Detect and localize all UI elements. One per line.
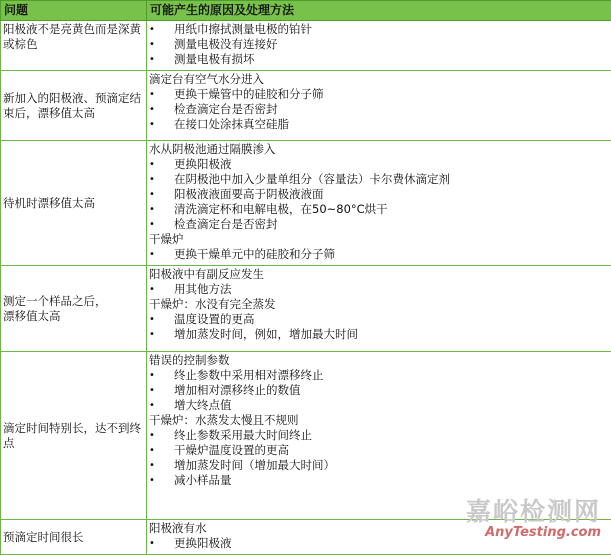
problem-text: 滴定时间特别长，达不到终 bbox=[3, 421, 144, 436]
problem-cell bbox=[1, 141, 147, 266]
watermark-en: AnyTesting.com bbox=[466, 526, 601, 540]
table-row bbox=[1, 21, 611, 71]
cause-text: 阳极液中有副反应发生 bbox=[149, 267, 609, 282]
solution-bullet-item: • 在接口处涂抹真空硅脂 bbox=[149, 117, 609, 132]
table-row bbox=[1, 141, 611, 266]
solution-bullet-item: • 干燥炉温度设置的更高 bbox=[149, 443, 609, 458]
solution-bullet-item: • 清洗滴定杯和电解电极，在50~80°C烘干 bbox=[149, 202, 609, 217]
solution-bullet-item: • 更换阳极液 bbox=[149, 536, 609, 551]
solution-bullet-item: • 终止参数采用最大时间终止 bbox=[149, 428, 609, 443]
table-row bbox=[1, 352, 611, 520]
cause-text: 滴定台有空气水分进入 bbox=[149, 72, 609, 87]
solution-cell bbox=[147, 141, 611, 266]
solution-bullet-item: • 检查滴定台是否密封 bbox=[149, 217, 609, 232]
problem-text: 预滴定时间很长 bbox=[3, 530, 144, 545]
solution-bullet-item: • 检查滴定台是否密封 bbox=[149, 102, 609, 117]
solution-bullet-item: • 增大终点值 bbox=[149, 398, 609, 413]
problem-text: 新加入的阳极液、预滴定结 bbox=[3, 91, 144, 106]
problem-text: 测定一个样品之后， bbox=[3, 294, 144, 309]
solution-bullet-item: • 在阴极池中加入少量单组分（容量法）卡尔费休滴定剂 bbox=[149, 172, 609, 187]
problem-cell bbox=[1, 520, 147, 555]
header-causes-solutions: 可能产生的原因及处理方法 bbox=[147, 1, 611, 21]
table-row bbox=[1, 71, 611, 141]
problem-text: 束后，漂移值太高 bbox=[3, 106, 144, 121]
table-row bbox=[1, 266, 611, 352]
cause-text: 干燥炉 bbox=[149, 232, 609, 247]
solution-cell bbox=[147, 352, 611, 520]
solution-bullet-item: • 减小样品量 bbox=[149, 473, 609, 488]
header-problem: 问题 bbox=[1, 1, 147, 21]
problem-text: 漂移值太高 bbox=[3, 309, 144, 324]
solution-bullet-item: • 用纸巾擦拭测量电极的铂针 bbox=[149, 22, 609, 37]
solution-bullet-item: • 测量电极没有连接好 bbox=[149, 37, 609, 52]
cause-text: 水从阴极池通过隔膜渗入 bbox=[149, 142, 609, 157]
problem-cell bbox=[1, 352, 147, 520]
solution-bullet-item: • 测量电极有损坏 bbox=[149, 52, 609, 67]
cause-text: 干燥炉：水蒸发太慢且不规则 bbox=[149, 413, 609, 428]
problem-text: 或棕色 bbox=[3, 37, 144, 52]
solution-bullet-item: • 更换阳极液 bbox=[149, 157, 609, 172]
solution-bullet-item: • 更换干燥管中的硅胶和分子筛 bbox=[149, 87, 609, 102]
cause-text: 干燥炉：水没有完全蒸发 bbox=[149, 297, 609, 312]
solution-cell bbox=[147, 266, 611, 352]
table-header-row bbox=[1, 1, 611, 21]
solution-bullet-item: • 温度设置的更高 bbox=[149, 312, 609, 327]
solution-bullet-item: • 增加蒸发时间（增加最大时间） bbox=[149, 458, 609, 473]
problem-cell bbox=[1, 21, 147, 71]
problem-text: 点 bbox=[3, 436, 144, 451]
watermark bbox=[466, 498, 601, 540]
problem-text: 阳极液不是亮黄色而是深黄 bbox=[3, 22, 144, 37]
problem-cell bbox=[1, 71, 147, 141]
cause-text: 阳极液有水 bbox=[149, 521, 609, 536]
solution-bullet-item: • 增加蒸发时间，例如，增加最大时间 bbox=[149, 327, 609, 342]
solution-cell bbox=[147, 71, 611, 141]
solution-bullet-item: • 增加相对漂移终止的数值 bbox=[149, 383, 609, 398]
cause-text: 错误的控制参数 bbox=[149, 353, 609, 368]
problem-cell bbox=[1, 266, 147, 352]
watermark-cn: 嘉峪检测网 bbox=[466, 498, 601, 526]
solution-bullet-item: • 终止参数中采用相对漂移终止 bbox=[149, 368, 609, 383]
solution-bullet-item: • 更换干燥单元中的硅胶和分子筛 bbox=[149, 247, 609, 262]
solution-bullet-item: • 用其他方法 bbox=[149, 282, 609, 297]
solution-cell bbox=[147, 21, 611, 71]
problem-text: 待机时漂移值太高 bbox=[3, 196, 144, 211]
solution-bullet-item: • 阳极液液面要高于阴极液液面 bbox=[149, 187, 609, 202]
